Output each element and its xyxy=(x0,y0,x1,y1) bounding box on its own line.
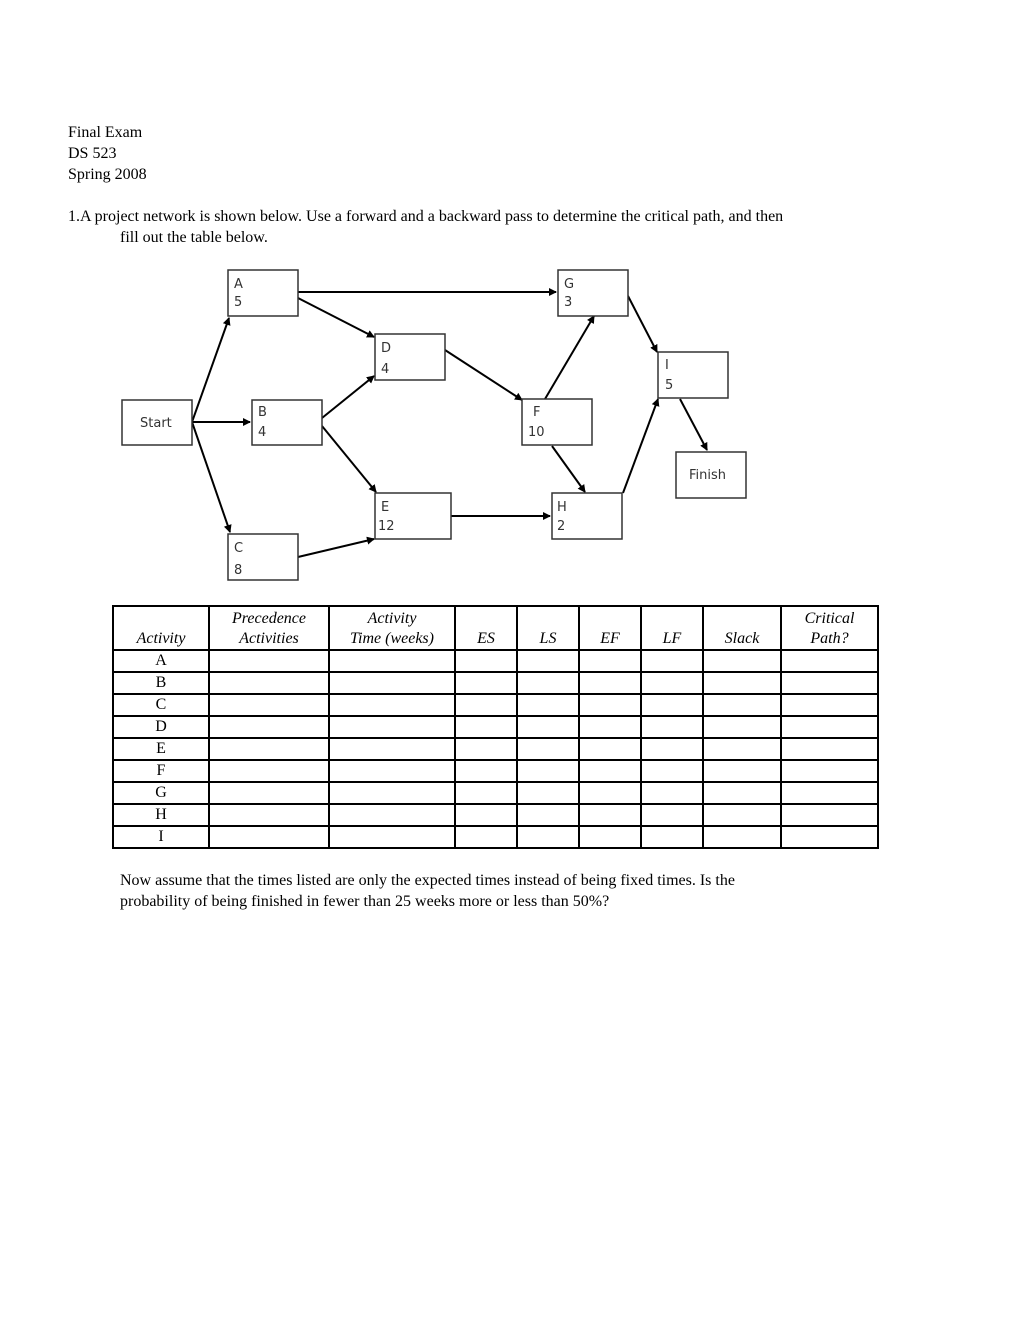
project-network-diagram xyxy=(0,0,1020,600)
node-f-name: F xyxy=(533,405,541,420)
answer-cell[interactable] xyxy=(329,804,455,826)
table-row xyxy=(113,672,878,694)
activity-cell: I xyxy=(113,826,209,848)
table-header-row xyxy=(113,606,878,650)
answer-cell[interactable] xyxy=(641,694,703,716)
answer-cell[interactable] xyxy=(329,716,455,738)
answer-cell[interactable] xyxy=(517,694,579,716)
answer-cell[interactable] xyxy=(455,672,517,694)
edge-a-d xyxy=(298,298,374,337)
edge-d-f xyxy=(445,350,522,400)
header-activity: Activity xyxy=(113,606,209,650)
answer-cell[interactable] xyxy=(641,760,703,782)
answer-cell[interactable] xyxy=(579,650,641,672)
node-finish-label: Finish xyxy=(689,468,727,483)
answer-cell[interactable] xyxy=(703,672,781,694)
answer-cell[interactable] xyxy=(703,826,781,848)
answer-cell[interactable] xyxy=(579,804,641,826)
answer-cell[interactable] xyxy=(579,738,641,760)
answer-cell[interactable] xyxy=(455,760,517,782)
table-row xyxy=(113,694,878,716)
term: Spring 2008 xyxy=(68,166,147,183)
answer-cell[interactable] xyxy=(455,738,517,760)
followup-line2: probability of being finished in fewer than 25 weeks more or less than 50%? xyxy=(120,893,610,910)
answer-cell[interactable] xyxy=(329,694,455,716)
answer-cell[interactable] xyxy=(703,760,781,782)
node-h-name: H xyxy=(557,500,567,515)
answer-cell[interactable] xyxy=(641,716,703,738)
node-d-name: D xyxy=(381,341,392,356)
activity-cell: A xyxy=(113,650,209,672)
node-b-name: B xyxy=(258,405,267,420)
answer-cell[interactable] xyxy=(517,826,579,848)
edge-b-e xyxy=(322,426,376,492)
answer-cell[interactable] xyxy=(455,694,517,716)
activity-table xyxy=(112,605,879,849)
answer-cell[interactable] xyxy=(781,760,878,782)
edge-i-finish xyxy=(680,399,707,450)
node-f-time: 10 xyxy=(528,425,545,440)
answer-cell[interactable] xyxy=(579,826,641,848)
edge-c-e xyxy=(298,539,374,557)
answer-cell[interactable] xyxy=(781,672,878,694)
answer-cell[interactable] xyxy=(641,650,703,672)
answer-cell[interactable] xyxy=(329,672,455,694)
node-c-time: 8 xyxy=(234,563,243,578)
node-b-time: 4 xyxy=(258,425,267,440)
activity-cell: H xyxy=(113,804,209,826)
answer-cell[interactable] xyxy=(209,804,329,826)
activity-cell: G xyxy=(113,782,209,804)
answer-cell[interactable] xyxy=(209,716,329,738)
edge-start-c xyxy=(192,422,230,532)
edge-f-g xyxy=(545,316,594,399)
answer-cell[interactable] xyxy=(781,738,878,760)
answer-cell[interactable] xyxy=(517,760,579,782)
answer-cell[interactable] xyxy=(455,716,517,738)
activity-cell: C xyxy=(113,694,209,716)
answer-cell[interactable] xyxy=(455,826,517,848)
answer-cell[interactable] xyxy=(209,738,329,760)
answer-cell[interactable] xyxy=(703,738,781,760)
answer-cell[interactable] xyxy=(209,650,329,672)
question-1-line1: 1.A project network is shown below. Use a forward and a backward pass to determine the critical path, and then xyxy=(68,208,784,225)
header-es: ES xyxy=(455,606,517,650)
header-precedence-activities: Precedence Activities xyxy=(209,606,329,650)
answer-cell[interactable] xyxy=(455,782,517,804)
answer-cell[interactable] xyxy=(781,826,878,848)
table-row xyxy=(113,826,878,848)
course-code: DS 523 xyxy=(68,145,117,162)
answer-cell[interactable] xyxy=(703,650,781,672)
answer-cell[interactable] xyxy=(703,804,781,826)
edge-g-i xyxy=(628,296,657,352)
answer-cell[interactable] xyxy=(517,804,579,826)
node-i-time: 5 xyxy=(665,378,674,393)
edge-start-a xyxy=(192,318,229,422)
answer-cell[interactable] xyxy=(209,782,329,804)
answer-cell[interactable] xyxy=(781,650,878,672)
table-row xyxy=(113,782,878,804)
node-e-name: E xyxy=(381,500,390,515)
answer-cell[interactable] xyxy=(781,716,878,738)
answer-cell[interactable] xyxy=(209,694,329,716)
answer-cell[interactable] xyxy=(641,804,703,826)
answer-cell[interactable] xyxy=(781,782,878,804)
followup-question xyxy=(120,870,860,912)
node-start-label: Start xyxy=(140,416,172,431)
answer-cell[interactable] xyxy=(329,782,455,804)
header-ls: LS xyxy=(517,606,579,650)
answer-cell[interactable] xyxy=(703,694,781,716)
header-activity-time: Activity Time (weeks) xyxy=(329,606,455,650)
answer-cell[interactable] xyxy=(517,782,579,804)
answer-cell[interactable] xyxy=(579,694,641,716)
question-1-line2: fill out the table below. xyxy=(120,229,268,246)
answer-cell[interactable] xyxy=(517,650,579,672)
node-g-name: G xyxy=(564,277,575,292)
answer-cell[interactable] xyxy=(455,804,517,826)
header-slack: Slack xyxy=(703,606,781,650)
edge-b-d xyxy=(322,376,374,418)
node-d-time: 4 xyxy=(381,362,390,377)
activity-cell: D xyxy=(113,716,209,738)
node-i-name: I xyxy=(665,358,669,373)
answer-cell[interactable] xyxy=(579,716,641,738)
exam-title: Final Exam xyxy=(68,124,143,141)
answer-cell[interactable] xyxy=(517,738,579,760)
answer-cell[interactable] xyxy=(641,738,703,760)
answer-cell[interactable] xyxy=(329,738,455,760)
table-row xyxy=(113,760,878,782)
answer-cell[interactable] xyxy=(579,672,641,694)
answer-cell[interactable] xyxy=(517,672,579,694)
node-c-name: C xyxy=(234,541,244,556)
header-lf: LF xyxy=(641,606,703,650)
answer-cell[interactable] xyxy=(209,672,329,694)
answer-cell[interactable] xyxy=(641,782,703,804)
activity-cell: F xyxy=(113,760,209,782)
header-ef: EF xyxy=(579,606,641,650)
answer-cell[interactable] xyxy=(641,826,703,848)
answer-cell[interactable] xyxy=(329,650,455,672)
answer-cell[interactable] xyxy=(579,760,641,782)
activity-cell: B xyxy=(113,672,209,694)
header-critical-path: Critical Path? xyxy=(781,606,878,650)
table-row xyxy=(113,650,878,672)
table-row xyxy=(113,738,878,760)
answer-cell[interactable] xyxy=(209,760,329,782)
answer-cell[interactable] xyxy=(703,716,781,738)
edge-f-h xyxy=(552,446,585,492)
answer-cell[interactable] xyxy=(703,782,781,804)
answer-cell[interactable] xyxy=(579,782,641,804)
answer-cell[interactable] xyxy=(209,826,329,848)
answer-cell[interactable] xyxy=(329,760,455,782)
answer-cell[interactable] xyxy=(455,650,517,672)
table-row xyxy=(113,716,878,738)
node-a-time: 5 xyxy=(234,295,243,310)
answer-cell[interactable] xyxy=(641,672,703,694)
node-e-time: 12 xyxy=(378,519,395,534)
activity-cell: E xyxy=(113,738,209,760)
answer-cell[interactable] xyxy=(781,694,878,716)
followup-line1: Now assume that the times listed are only the expected times instead of being fixed times. Is the xyxy=(120,872,735,889)
edge-h-i xyxy=(623,399,658,493)
answer-cell[interactable] xyxy=(517,716,579,738)
node-a-name: A xyxy=(234,277,243,292)
node-g-time: 3 xyxy=(564,295,573,310)
node-h-time: 2 xyxy=(557,519,566,534)
table-row xyxy=(113,804,878,826)
answer-cell[interactable] xyxy=(329,826,455,848)
answer-cell[interactable] xyxy=(781,804,878,826)
